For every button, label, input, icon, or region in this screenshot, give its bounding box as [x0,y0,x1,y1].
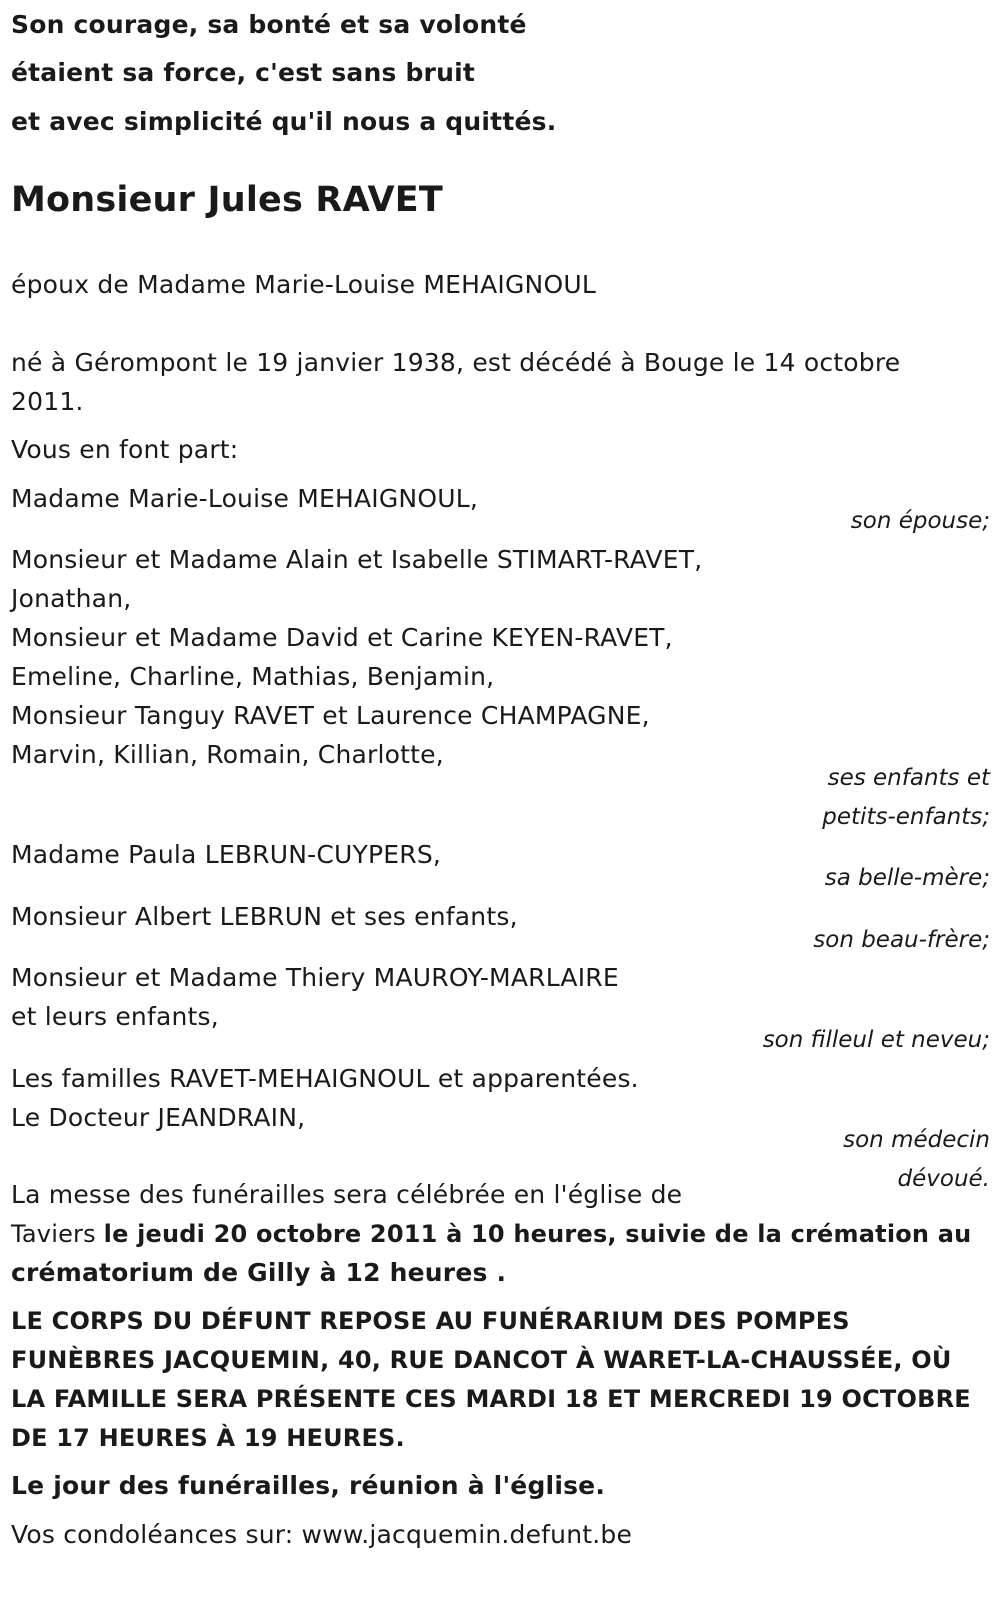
family-name-line: Emeline, Charline, Mathias, Benjamin, [11,662,495,691]
spouse-line: époux de Madame Marie-Louise MEHAIGNOUL [11,270,596,299]
family-name-line: Les familles RAVET-MEHAIGNOUL et apparentées. [11,1064,639,1093]
epigraph-line: et avec simplicité qu'il nous a quittés. [11,107,557,136]
funeral-place: Taviers [11,1220,104,1248]
family-name-line: Monsieur et Madame Thiery MAUROY-MARLAIRE [11,963,619,992]
condolences-line: Vos condoléances sur: www.jacquemin.defunt.be [11,1520,633,1549]
birth-death-line: 2011. [11,387,84,416]
family-relation: son médecin [843,1127,990,1153]
epigraph-line: étaient sa force, c'est sans bruit [11,58,476,87]
family-name-line: Monsieur et Madame Alain et Isabelle STIMART-RAVET, [11,545,703,574]
family-relation: son beau-frère; [813,927,990,953]
notice-line: DE 17 HEURES À 19 HEURES. [11,1424,405,1452]
family-relation: son filleul et neveu; [762,1027,990,1053]
family-name-line: et leurs enfants, [11,1002,219,1031]
family-name-line: Monsieur Tanguy RAVET et Laurence CHAMPAGNE, [11,701,650,730]
family-name-line: Le Docteur JEANDRAIN, [11,1103,306,1132]
family-name-line: Madame Marie-Louise MEHAIGNOUL, [11,484,478,513]
family-relation: son épouse; [850,508,990,534]
epigraph-line: Son courage, sa bonté et sa volonté [11,10,527,39]
family-relation: dévoué. [897,1166,990,1192]
funeral-line: crématorium de Gilly à 12 heures . [11,1258,507,1287]
family-name-line: Madame Paula LEBRUN-CUYPERS, [11,840,442,869]
notice-line: FUNÈBRES JACQUEMIN, 40, RUE DANCOT À WARET-LA-CHAUSSÉE, OÙ [11,1346,952,1374]
family-name-line: Monsieur Albert LEBRUN et ses enfants, [11,902,518,931]
family-relation: sa belle-mère; [824,865,990,891]
family-name-line: Monsieur et Madame David et Carine KEYEN-RAVET, [11,623,673,652]
funeral-date: le jeudi 20 octobre 2011 à 10 heures, suivie de la crémation au [103,1220,972,1248]
funeral-line: La messe des funérailles sera célébrée en l'église de [11,1180,683,1209]
announce-line: Vous en font part: [11,435,239,464]
deceased-name: Monsieur Jules RAVET [11,180,443,220]
family-relation: petits-enfants; [822,804,990,830]
funeral-line [11,1219,971,1249]
birth-death-line: né à Gérompont le 19 janvier 1938, est décédé à Bouge le 14 octobre [11,348,901,377]
family-relation: ses enfants et [827,765,990,791]
family-name-line: Marvin, Killian, Romain, Charlotte, [11,740,444,769]
meeting-line: Le jour des funérailles, réunion à l'église. [11,1471,606,1500]
notice-line: LA FAMILLE SERA PRÉSENTE CES MARDI 18 ET MERCREDI 19 OCTOBRE [11,1385,971,1413]
family-name-line: Jonathan, [11,584,132,613]
notice-line: LE CORPS DU DÉFUNT REPOSE AU FUNÉRARIUM DES POMPES [11,1307,850,1335]
